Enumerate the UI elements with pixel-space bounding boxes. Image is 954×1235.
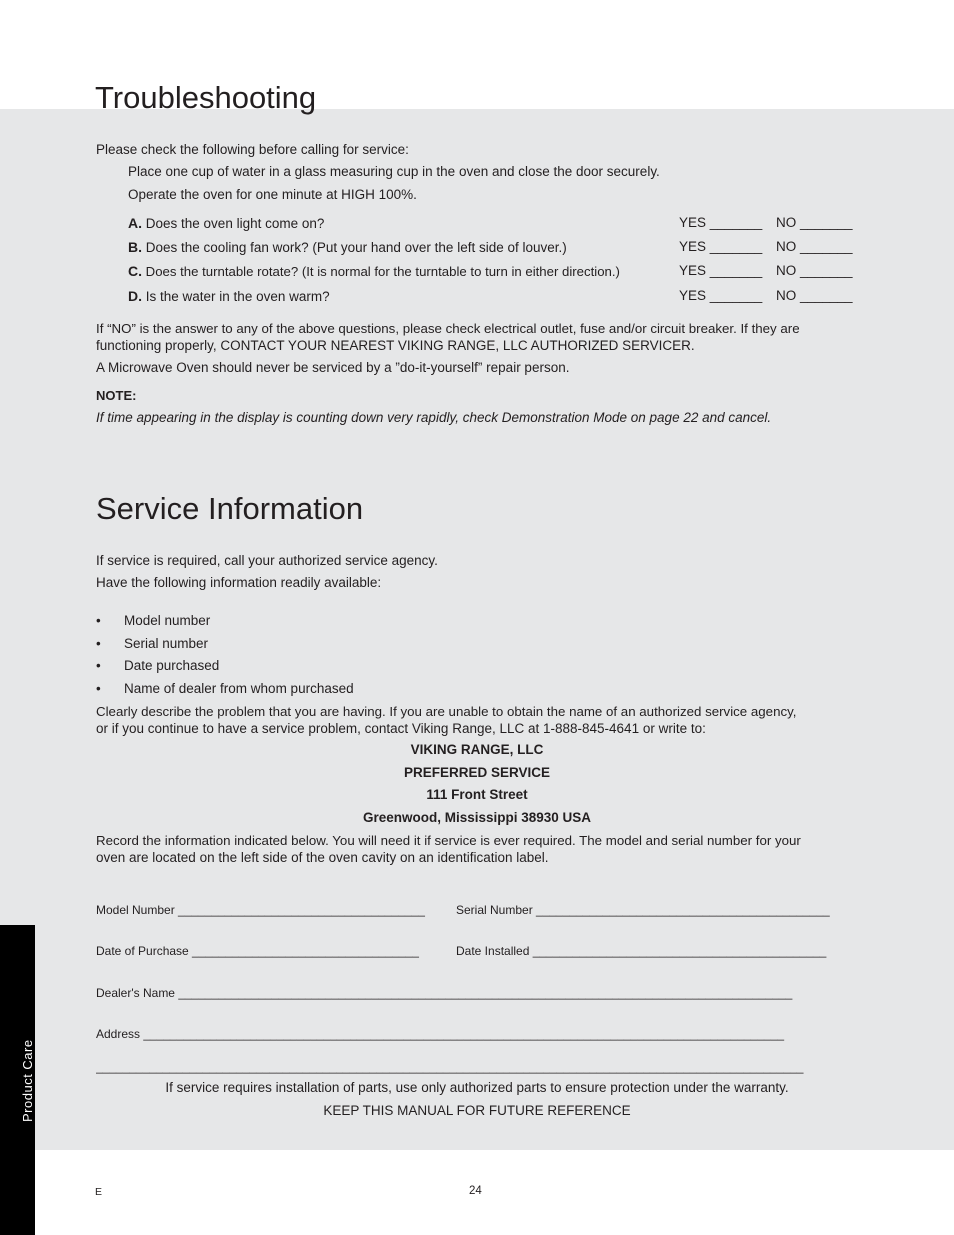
list-item: Name of dealer from whom purchased (124, 681, 354, 696)
question-b-yes: YES _______ (679, 239, 763, 254)
question-letter: D. (128, 288, 142, 304)
question-d-no: NO _______ (776, 288, 853, 303)
date-of-purchase-field[interactable]: Date of Purchase __________________________________ (96, 944, 419, 958)
address-field-line2[interactable]: __________________________________________________________________________________________________________ (96, 1060, 804, 1074)
note-label: NOTE: (96, 388, 137, 403)
service-line2: Have the following information readily available: (96, 575, 382, 590)
date-installed-field[interactable]: Date Installed ____________________________________________ (456, 944, 827, 958)
question-a (128, 215, 324, 232)
model-number-field[interactable]: Model Number _____________________________________ (96, 903, 425, 917)
list-item: Date purchased (124, 658, 220, 673)
page-number: 24 (469, 1185, 482, 1197)
question-letter: A. (128, 215, 142, 231)
list-item: Model number (124, 613, 211, 628)
question-letter: C. (128, 263, 142, 279)
question-b (128, 239, 567, 256)
question-a-no: NO _______ (776, 215, 853, 230)
footer-language: E (95, 1186, 103, 1198)
service-describe-line1: Clearly describe the problem that you are having. If you are unable to obtain the name of an authorized service agency, (96, 704, 797, 719)
dealers-name-field[interactable]: Dealer's Name ____________________________________________________________________________________________ (96, 986, 793, 1000)
question-d-yes: YES _______ (679, 288, 763, 303)
bullet-icon: • (96, 636, 101, 651)
address-department: PREFERRED SERVICE (403, 765, 551, 780)
question-c-no: NO _______ (776, 263, 853, 278)
keep-manual-note: KEEP THIS MANUAL FOR FUTURE REFERENCE (323, 1103, 631, 1118)
troubleshooting-step-1: Place one cup of water in a glass measuring cup in the oven and close the door securely. (128, 164, 660, 179)
bullet-icon: • (96, 681, 101, 696)
question-text: Does the turntable rotate? (It is normal for the turntable to turn in either direction.) (145, 264, 620, 279)
parts-note: If service requires installation of parts, use only authorized parts to ensure protection under the warranty. (165, 1080, 789, 1095)
question-c (128, 263, 620, 280)
troubleshooting-para1-line1: If “NO” is the answer to any of the above questions, please check electrical outlet, fuse and/or circuit breaker. If they are (96, 321, 800, 336)
question-text: Does the cooling fan work? (Put your hand over the left side of louver.) (145, 240, 567, 255)
question-text: Is the water in the oven warm? (145, 289, 330, 304)
service-record-line1: Record the information indicated below. You will need it if service is ever required. The model and serial number for your (96, 833, 801, 848)
troubleshooting-para2: A Microwave Oven should never be serviced by a ”do-it-yourself” repair person. (96, 360, 570, 375)
address-street: 111 Front Street (426, 787, 528, 802)
address-field[interactable]: Address ________________________________________________________________________________________________ (96, 1027, 785, 1041)
service-title: Service Information (96, 491, 364, 526)
serial-number-field[interactable]: Serial Number ____________________________________________ (456, 903, 830, 917)
bullet-icon: • (96, 613, 101, 628)
service-describe-line2: or if you continue to have a service problem, contact Viking Range, LLC at 1-888-845-4641 or write to: (96, 721, 706, 736)
address-company: VIKING RANGE, LLC (410, 742, 544, 757)
service-record-line2: oven are located on the left side of the oven cavity on an identification label. (96, 850, 549, 865)
address-city: Greenwood, Mississippi 38930 USA (362, 810, 592, 825)
note-text: If time appearing in the display is counting down very rapidly, check Demonstration Mode on page 22 and cancel. (96, 410, 772, 425)
question-text: Does the oven light come on? (145, 216, 325, 231)
question-d (128, 288, 330, 305)
troubleshooting-step-2: Operate the oven for one minute at HIGH 100%. (128, 187, 417, 202)
troubleshooting-title: Troubleshooting (95, 80, 317, 115)
bullet-icon: • (96, 658, 101, 673)
question-b-no: NO _______ (776, 239, 853, 254)
service-line1: If service is required, call your authorized service agency. (96, 553, 438, 568)
list-item: Serial number (124, 636, 209, 651)
question-letter: B. (128, 239, 142, 255)
troubleshooting-para1-line2: functioning properly, CONTACT YOUR NEAREST VIKING RANGE, LLC AUTHORIZED SERVICER. (96, 338, 695, 353)
section-tab-label: Product Care (20, 1039, 35, 1122)
question-c-yes: YES _______ (679, 263, 763, 278)
troubleshooting-intro: Please check the following before calling for service: (96, 142, 409, 157)
question-a-yes: YES _______ (679, 215, 763, 230)
